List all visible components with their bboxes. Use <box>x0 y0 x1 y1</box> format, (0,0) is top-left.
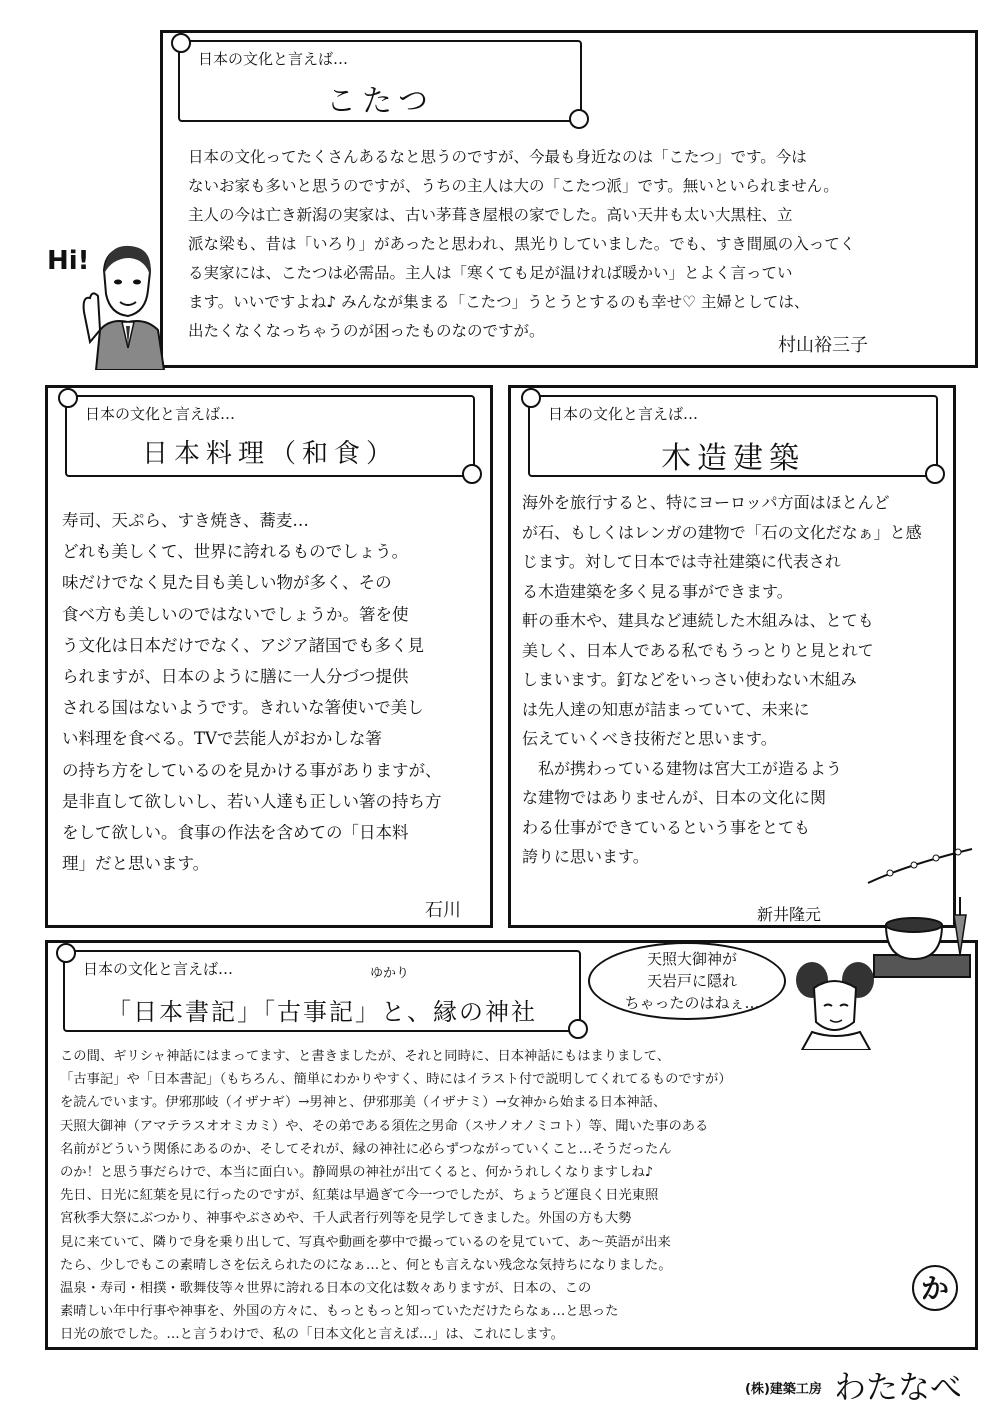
section-heading: 木造建築 <box>661 441 805 476</box>
section-heading: 「日本書記」「古事記」と、縁の神社 <box>107 998 537 1026</box>
goddess-illustration-icon <box>782 958 882 1050</box>
mokuzo-title-banner <box>528 395 938 477</box>
businessman-illustration-icon <box>76 230 166 370</box>
section-kicker: 日本の文化と言えば… <box>198 50 349 68</box>
scroll-curl-left <box>171 33 191 53</box>
washoku-signature: 石川 <box>425 900 461 921</box>
hi-greeting: Hi! <box>47 246 90 276</box>
washoku-body: 寿司、天ぷら、すき焼き、蕎麦… どれも美しくて、世界に誇れるものでしょう。 味だけでなく見た目も美しい物が多く、その 食べ方も美しいのではないでしょうか。箸を使 う文化は日本だけでなく、アジア諸国でも多く見 られますが、日本のように膳に一人分づつ提供 される国はないようです。きれいな箸使いで美し い料理を食べる。TVで芸能人がおかしな箸 の持ち方をしているのを見かける事がありますが、 是非直して欲しいし、若い人達も正しい箸の持ち方 をして欲しい。食事の作法を含めての「日本料 理」だと思います。 <box>62 511 442 874</box>
kotatsu-signature: 村山裕三子 <box>778 335 868 356</box>
heading-ruby: ゆかり <box>370 966 410 981</box>
mokuzo-body: 海外を旅行すると、特にヨーロッパ方面はほとんど が石、もしくはレンガの建物で「石の文化だなぁ」と感 じます。対して日本では寺社建築に代表され る木造建築を多く見る事ができます。 軒の垂木や、建具など連続した木組みは、とても 美しく、日本人である私でもうっとりと見とれて しまいます。釘などをいっさい使わない木組み は先人達の知恵が詰まっていて、未来に 伝えていくべき技術だと思います。 私が携わっている建物は宮大工が造るよう な建物ではありませんが、日本の文化に関 わる仕事ができているという事をとても 誇りに思います。 <box>522 493 922 866</box>
plum-branch-icon <box>866 845 976 885</box>
footer-logo-name: わたなべ <box>834 1368 963 1406</box>
scroll-curl-left <box>56 943 76 963</box>
ka-badge: か <box>912 1265 958 1311</box>
section-heading: こたつ <box>326 84 434 119</box>
washoku-title-banner <box>65 395 475 477</box>
kojiki-title-banner <box>63 950 581 1032</box>
kojiki-body: この間、ギリシャ神話にはまってます、と書きましたが、それと同時に、日本神話にもはまりまして、 「古事記」や「日本書記」（もちろん、簡単にわかりやすく、時にはイラスト付で説明してくれてるものですが） を読んでいます。伊邪那岐（イザナギ）→男神と、伊邪那美（イザナミ）→女神から始まる日本神話、 天照大御神（アマテラスオオミカミ）や、その弟である須佐之男命（スサノオノミコト）等、聞いた事のある 名前がどういう関係にあるのか、そしてそれが、縁の神社に必らずつながっていくこと…そうだったん のか！と思う事だらけで、本当に面白い。静岡県の神社が出てくると、何かうれしくなりますしね♪ 先日、日光に紅葉を見に行ったのですが、紅葉は早過ぎて今一つでしたが、ちょうど運良く日光東照 宮秋季大祭にぶつかり、神事やぶさめや、千人武者行列等を見学してきました。外国の方も大勢 見に来ていて、隣りで身を乗り出して、写真や動画を夢中で撮っているのを見ていて、あ〜英語が出来 たら、少しでもこの素晴しさを伝えられたのになぁ…と、何とも言えない残念な気持ちになりました。 温泉・寿司・相撲・歌舞伎等々世界に誇れる日本の文化は数々ありますが、日本の、この 素晴しい年中行事や神事を、外国の方々に、もっともっと知っていただけたらなぁ…と思った 日光の旅でした。…と言うわけで、私の「日本文化と言えば…」は、これにします。 <box>60 1049 732 1343</box>
scroll-curl-left <box>521 388 541 408</box>
kotatsu-title-banner <box>178 40 582 122</box>
mokuzo-signature: 新井隆元 <box>757 905 822 924</box>
section-kicker: 日本の文化と言えば… <box>83 960 234 978</box>
matcha-bowl-icon <box>868 895 978 985</box>
scroll-curl-left <box>58 388 78 408</box>
section-heading: 日本料理（和食） <box>141 439 398 469</box>
speech-bubble-text: 天照大御神が 天岩戸に隠れ ちゃったのはねぇ… <box>624 950 760 1012</box>
kotatsu-body: 日本の文化ってたくさんあるなと思うのですが、今最も身近なのは「こたつ」です。今は ないお家も多いと思うのですが、うちの主人は大の「こたつ派」です。無いといられません。 主人の今は亡き新潟の実家は、古い茅葺き屋根の家でした。高い天井も太い大黒柱、立 派な梁も、昔は「いろり」があったと思われ、黒光りしていました。でも、すき間風の入ってく る実家には、こたつは必需品。主人は「寒くても足が温ければ暖かい」とよく言ってい ます。いいですよね♪ みんなが集まる「こたつ」うとうとするのも幸せ♡ 主婦としては、 出たくなくなっちゃうのが困ったものなのですが。 <box>188 148 856 340</box>
section-kicker: 日本の文化と言えば… <box>548 405 699 423</box>
section-kicker: 日本の文化と言えば… <box>85 405 236 423</box>
footer-company: (株)建築工房 <box>745 1382 822 1397</box>
